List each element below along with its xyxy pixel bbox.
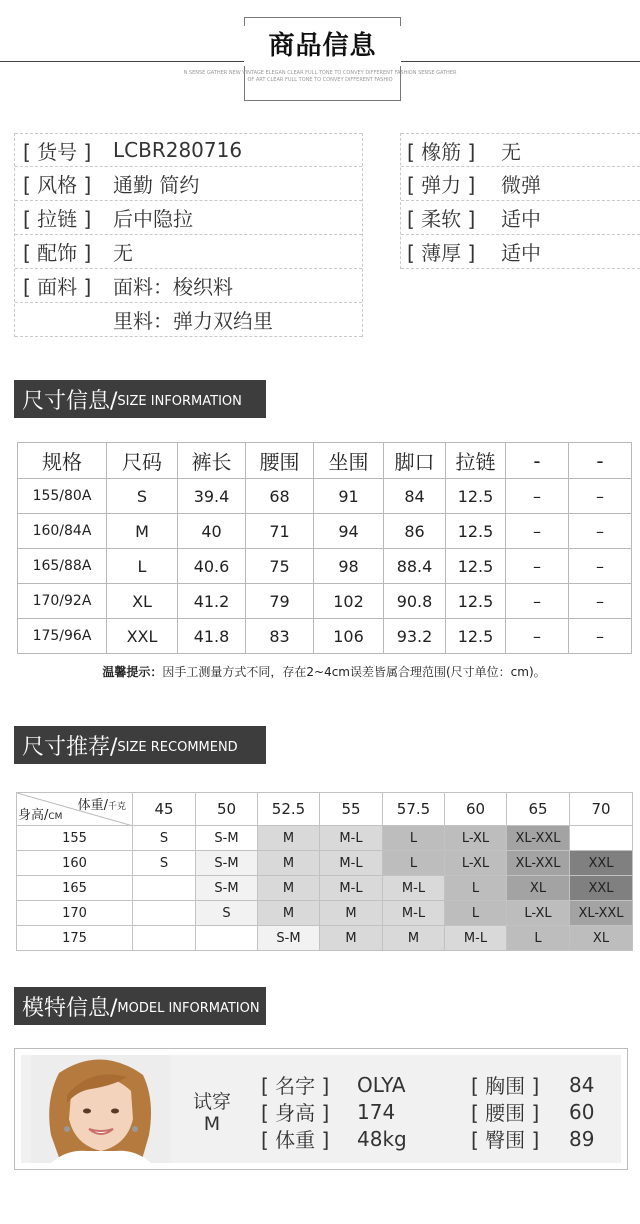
table-row [17, 826, 633, 851]
recommend-cell: M [320, 901, 383, 926]
attribute-row [401, 201, 640, 235]
attribute-label: [ 弹力 ] [407, 173, 476, 197]
table-row [18, 584, 632, 619]
model-stat-label: [ 名字 ] [261, 1074, 330, 1098]
recommend-cell: M [258, 851, 320, 876]
attribute-label: [ 货号 ] [23, 139, 92, 164]
table-row [17, 901, 633, 926]
table-cell: 106 [314, 619, 384, 654]
attribute-value: 无 [113, 241, 133, 265]
attribute-value: 适中 [501, 207, 541, 231]
model-card [14, 1048, 628, 1170]
table-row [17, 876, 633, 901]
table-cell: – [569, 479, 632, 514]
model-card-inner [21, 1055, 621, 1163]
column-header: 拉链 [446, 443, 506, 479]
recommend-cell [196, 926, 258, 951]
model-stat-row [471, 1071, 594, 1098]
recommend-cell: XL-XXL [507, 826, 570, 851]
table-cell: 12.5 [446, 584, 506, 619]
model-info-header [14, 987, 266, 1025]
section-title-en: MODEL INFORMATION [117, 1001, 260, 1016]
table-cell: 83 [246, 619, 314, 654]
section-title-en: SIZE RECOMMEND [117, 740, 238, 755]
height-label: 身高/ [18, 808, 49, 823]
recommend-cell: M-L [383, 901, 445, 926]
table-cell: 84 [384, 479, 446, 514]
attribute-row [401, 133, 640, 167]
table-cell: XXL [107, 619, 178, 654]
height-unit: CM [48, 812, 63, 822]
attribute-label: [ 薄厚 ] [407, 241, 476, 265]
attribute-row [15, 269, 362, 303]
section-title-cn: 尺寸推荐/ [22, 734, 118, 760]
header-subtitle-line1: N SENSE GATHER NEW VINTAGE ELEGAN CLEAR FULL TONE TO CONVEY DIFFERENT FASHION SENSE GATHER [183, 70, 457, 76]
size-info-header [14, 380, 266, 418]
note-label: 温馨提示： [102, 665, 163, 679]
recommend-cell: M [258, 901, 320, 926]
attribute-list-right [400, 133, 640, 269]
section-title-cn: 尺寸信息/ [22, 388, 118, 414]
table-cell: 12.5 [446, 514, 506, 549]
model-stat-value: OLYA [357, 1072, 406, 1097]
attribute-label: [ 风格 ] [23, 173, 92, 197]
model-stat-label: [ 胸围 ] [471, 1074, 540, 1098]
attribute-value: 微弹 [501, 173, 541, 197]
model-stat-row [261, 1098, 407, 1125]
recommend-cell: XL [507, 876, 570, 901]
weight-header: 45 [133, 793, 196, 826]
weight-header: 57.5 [383, 793, 445, 826]
column-header: 裤长 [178, 443, 246, 479]
model-stat-label: [ 臀围 ] [471, 1128, 540, 1152]
recommend-cell: S-M [196, 826, 258, 851]
try-on-label: 试穿 [192, 1091, 231, 1113]
attribute-value: 适中 [501, 241, 541, 265]
recommend-cell: S [196, 901, 258, 926]
attribute-label: [ 柔软 ] [407, 207, 476, 231]
recommend-cell: L [445, 901, 507, 926]
table-cell: 175/96A [18, 619, 107, 654]
table-cell: 41.2 [178, 584, 246, 619]
recommend-cell: XL-XXL [507, 851, 570, 876]
height-cell: 170 [17, 901, 133, 926]
recommend-cell: L [383, 851, 445, 876]
table-cell: M [107, 514, 178, 549]
attribute-value: LCBR280716 [113, 138, 243, 162]
column-header: 规格 [18, 443, 107, 479]
try-on-size [177, 1091, 247, 1135]
recommend-cell: L [383, 826, 445, 851]
recommend-cell: M-L [445, 926, 507, 951]
size-table [17, 442, 632, 654]
column-header: 脚口 [384, 443, 446, 479]
model-stat-row [261, 1071, 407, 1098]
attribute-row [401, 235, 640, 269]
attribute-label: [ 拉链 ] [23, 207, 92, 231]
model-stat-value: 84 [569, 1072, 595, 1097]
recommend-cell: M [258, 876, 320, 901]
table-cell: 12.5 [446, 549, 506, 584]
table-cell: 71 [246, 514, 314, 549]
table-cell: 39.4 [178, 479, 246, 514]
table-cell: 86 [384, 514, 446, 549]
table-cell: L [107, 549, 178, 584]
table-cell: – [506, 584, 569, 619]
recommend-cell: XL-XXL [570, 901, 633, 926]
recommend-cell: M-L [383, 876, 445, 901]
try-on-size-value: M [203, 1113, 221, 1135]
recommend-cell: L-XL [507, 901, 570, 926]
attribute-row [15, 303, 362, 337]
recommend-cell: XXL [570, 876, 633, 901]
table-cell: – [506, 479, 569, 514]
recommend-cell: S [133, 826, 196, 851]
weight-header: 52.5 [258, 793, 320, 826]
attribute-label: [ 面料 ] [23, 275, 92, 299]
attribute-row [15, 235, 362, 269]
recommend-cell: XL [570, 926, 633, 951]
column-header: - [569, 443, 632, 479]
attribute-label: [ 橡筋 ] [407, 139, 476, 164]
recommend-cell: M-L [320, 826, 383, 851]
recommend-cell [133, 926, 196, 951]
attribute-row [15, 201, 362, 235]
note-text: 因手工测量方式不同，存在2~4cm误差皆属合理范围(尺寸单位：cm)。 [162, 665, 546, 679]
recommend-cell: L [445, 876, 507, 901]
column-header: 坐围 [314, 443, 384, 479]
model-stat-label: [ 身高 ] [261, 1101, 330, 1125]
table-cell: 91 [314, 479, 384, 514]
column-header: - [506, 443, 569, 479]
recommend-cell: L-XL [445, 851, 507, 876]
model-stat-value: 60 [569, 1099, 595, 1124]
table-cell: 160/84A [18, 514, 107, 549]
table-cell: – [569, 584, 632, 619]
model-stats-right [471, 1071, 594, 1152]
column-header: 腰围 [246, 443, 314, 479]
size-recommend-table [16, 792, 633, 951]
table-cell: 88.4 [384, 549, 446, 584]
section-title-cn: 模特信息/ [22, 995, 118, 1021]
attribute-row [401, 167, 640, 201]
model-stats-left [261, 1071, 407, 1152]
model-stat-label: [ 腰围 ] [471, 1101, 540, 1125]
table-cell: 40.6 [178, 549, 246, 584]
recommend-cell [133, 876, 196, 901]
height-cell: 155 [17, 826, 133, 851]
recommend-cell: S-M [196, 876, 258, 901]
section-title-en: SIZE INFORMATION [117, 394, 242, 409]
model-stat-label: [ 体重 ] [261, 1128, 330, 1152]
attribute-value: 面料：梭织料 [113, 275, 233, 299]
recommend-cell: L [507, 926, 570, 951]
weight-header: 55 [320, 793, 383, 826]
attribute-label: [ 配饰 ] [23, 241, 92, 265]
table-cell: 12.5 [446, 619, 506, 654]
model-stat-row [471, 1098, 594, 1125]
height-axis-label [18, 804, 62, 823]
model-stat-value: 89 [569, 1126, 595, 1151]
table-cell: 90.8 [384, 584, 446, 619]
weight-unit: 千克 [107, 802, 126, 812]
header-subtitle-line2: OF ART CLEAR FULL TONE TO CONVEY DIFFERENT FASHIO [247, 77, 393, 83]
column-header: 尺码 [107, 443, 178, 479]
attribute-value: 通勤 简约 [113, 173, 200, 197]
table-row [17, 851, 633, 876]
table-cell: 165/88A [18, 549, 107, 584]
recommend-cell [133, 901, 196, 926]
table-cell: 98 [314, 549, 384, 584]
recommend-cell: M-L [320, 876, 383, 901]
height-cell: 175 [17, 926, 133, 951]
attribute-value: 里料：弹力双绉里 [113, 309, 273, 333]
table-cell: – [506, 514, 569, 549]
attribute-list-left [14, 133, 363, 337]
table-cell: 94 [314, 514, 384, 549]
weight-header: 65 [507, 793, 570, 826]
table-cell: 93.2 [384, 619, 446, 654]
height-cell: 160 [17, 851, 133, 876]
recommend-cell: S-M [258, 926, 320, 951]
weight-header: 50 [196, 793, 258, 826]
recommend-cell: M [320, 926, 383, 951]
table-cell: 170/92A [18, 584, 107, 619]
height-cell: 165 [17, 876, 133, 901]
table-cell: – [506, 619, 569, 654]
recommend-cell: S [133, 851, 196, 876]
table-row [18, 514, 632, 549]
table-cell: 75 [246, 549, 314, 584]
recommend-cell [570, 826, 633, 851]
table-cell: 41.8 [178, 619, 246, 654]
table-cell: S [107, 479, 178, 514]
model-stat-value: 174 [357, 1099, 396, 1124]
recommend-cell: S-M [196, 851, 258, 876]
table-cell: – [569, 549, 632, 584]
table-cell: – [506, 549, 569, 584]
table-cell: 155/80A [18, 479, 107, 514]
recommend-cell: M [383, 926, 445, 951]
attribute-row [15, 133, 362, 167]
model-photo [31, 1055, 171, 1163]
size-recommend-header [14, 726, 266, 764]
table-cell: 68 [246, 479, 314, 514]
table-cell: – [569, 619, 632, 654]
weight-header: 70 [570, 793, 633, 826]
table-row [18, 549, 632, 584]
model-stat-row [471, 1125, 594, 1152]
recommend-cell: M [258, 826, 320, 851]
recommend-cell: XXL [570, 851, 633, 876]
weight-axis-label [78, 794, 126, 813]
model-stat-row [261, 1125, 407, 1152]
weight-header: 60 [445, 793, 507, 826]
weight-label: 体重/ [77, 798, 108, 813]
size-table-header [18, 443, 632, 479]
model-stat-value: 48kg [357, 1126, 407, 1151]
attribute-row [15, 167, 362, 201]
table-cell: XL [107, 584, 178, 619]
table-row [17, 926, 633, 951]
measurement-note [17, 663, 631, 680]
table-cell: 102 [314, 584, 384, 619]
page-title: 商品信息 [244, 26, 401, 66]
recommend-cell: L-XL [445, 826, 507, 851]
table-cell: 40 [178, 514, 246, 549]
attribute-value: 后中隐拉 [113, 207, 193, 231]
height-weight-corner [17, 793, 133, 826]
recommend-cell: M-L [320, 851, 383, 876]
attribute-value: 无 [501, 139, 521, 164]
table-row [18, 619, 632, 654]
table-cell: 12.5 [446, 479, 506, 514]
table-cell: 79 [246, 584, 314, 619]
table-row [18, 479, 632, 514]
table-cell: – [569, 514, 632, 549]
recommend-header-row [17, 793, 633, 826]
